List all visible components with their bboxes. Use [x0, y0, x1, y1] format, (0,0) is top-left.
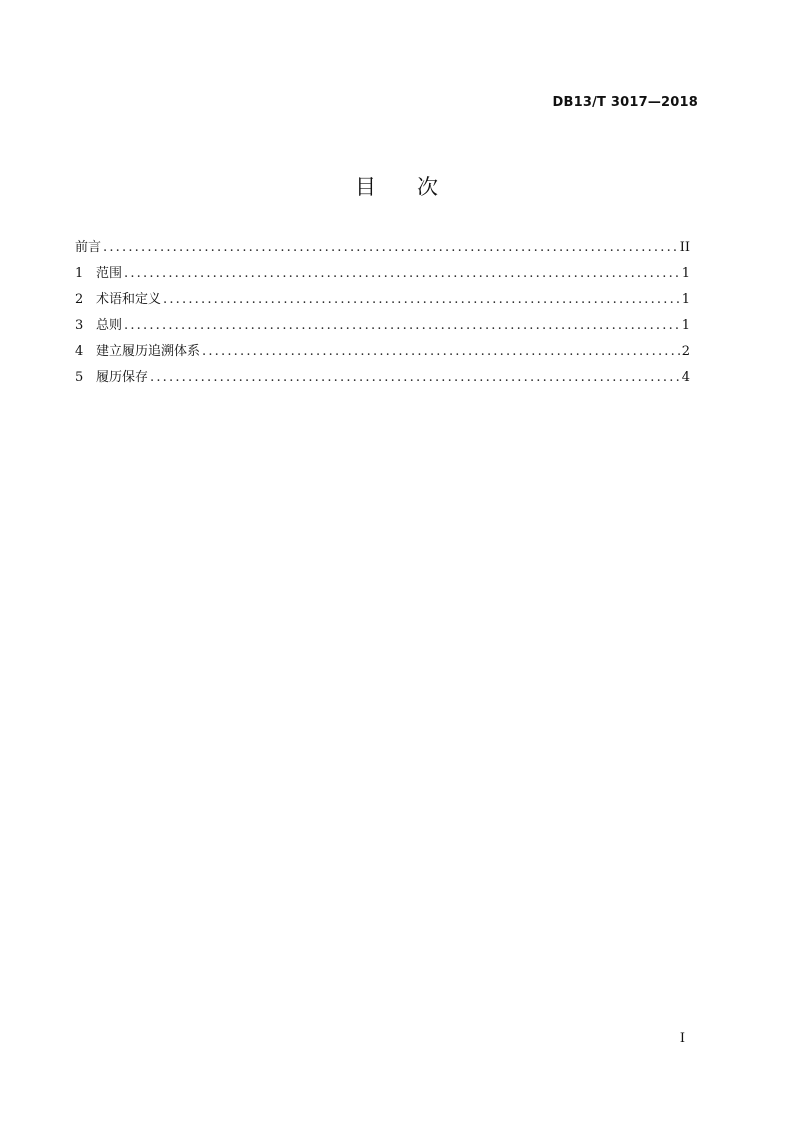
document-code: DB13/T 3017—2018: [552, 95, 698, 110]
toc-title: [0, 172, 793, 202]
page-number: I: [679, 1031, 685, 1046]
toc-entry-label: 建立履历追溯体系: [96, 344, 201, 359]
toc-entry-label: 履历保存: [96, 370, 149, 385]
toc-entry-label: 术语和定义: [96, 292, 162, 307]
toc-entry-number: 1: [75, 266, 84, 281]
toc-title-char: 次: [417, 175, 438, 199]
toc-dot-leader: [103, 237, 678, 259]
toc-dot-leader: [124, 315, 680, 337]
toc-title-char: 目: [355, 175, 376, 199]
toc-entry-record-keeping[interactable]: [75, 367, 690, 393]
toc-dot-leader: [163, 289, 680, 311]
toc-entry-number: 3: [75, 318, 84, 333]
toc-entry-page: II: [679, 240, 690, 255]
toc-entry-label: 总则: [96, 318, 123, 333]
toc-entry-number: 5: [75, 370, 84, 385]
toc-entry-label: 范围: [96, 266, 123, 281]
toc-dot-leader: [124, 263, 680, 285]
toc-entry-number: 4: [75, 344, 84, 359]
toc-entry-page: 1: [681, 318, 690, 333]
toc-entry-page: 2: [681, 344, 690, 359]
toc-entry-number: 2: [75, 292, 84, 307]
toc-entry-page: 1: [681, 292, 690, 307]
toc-entry-traceability[interactable]: [75, 341, 690, 367]
toc-entry-general[interactable]: [75, 315, 690, 341]
toc-list: [75, 237, 690, 393]
toc-entry-terms[interactable]: [75, 289, 690, 315]
toc-entry-page: 4: [681, 370, 690, 385]
toc-entry-label: 前言: [75, 240, 102, 255]
toc-dot-leader: [202, 341, 680, 363]
toc-entry-foreword[interactable]: [75, 237, 690, 263]
toc-entry-scope[interactable]: [75, 263, 690, 289]
toc-entry-page: 1: [681, 266, 690, 281]
toc-dot-leader: [150, 367, 680, 389]
